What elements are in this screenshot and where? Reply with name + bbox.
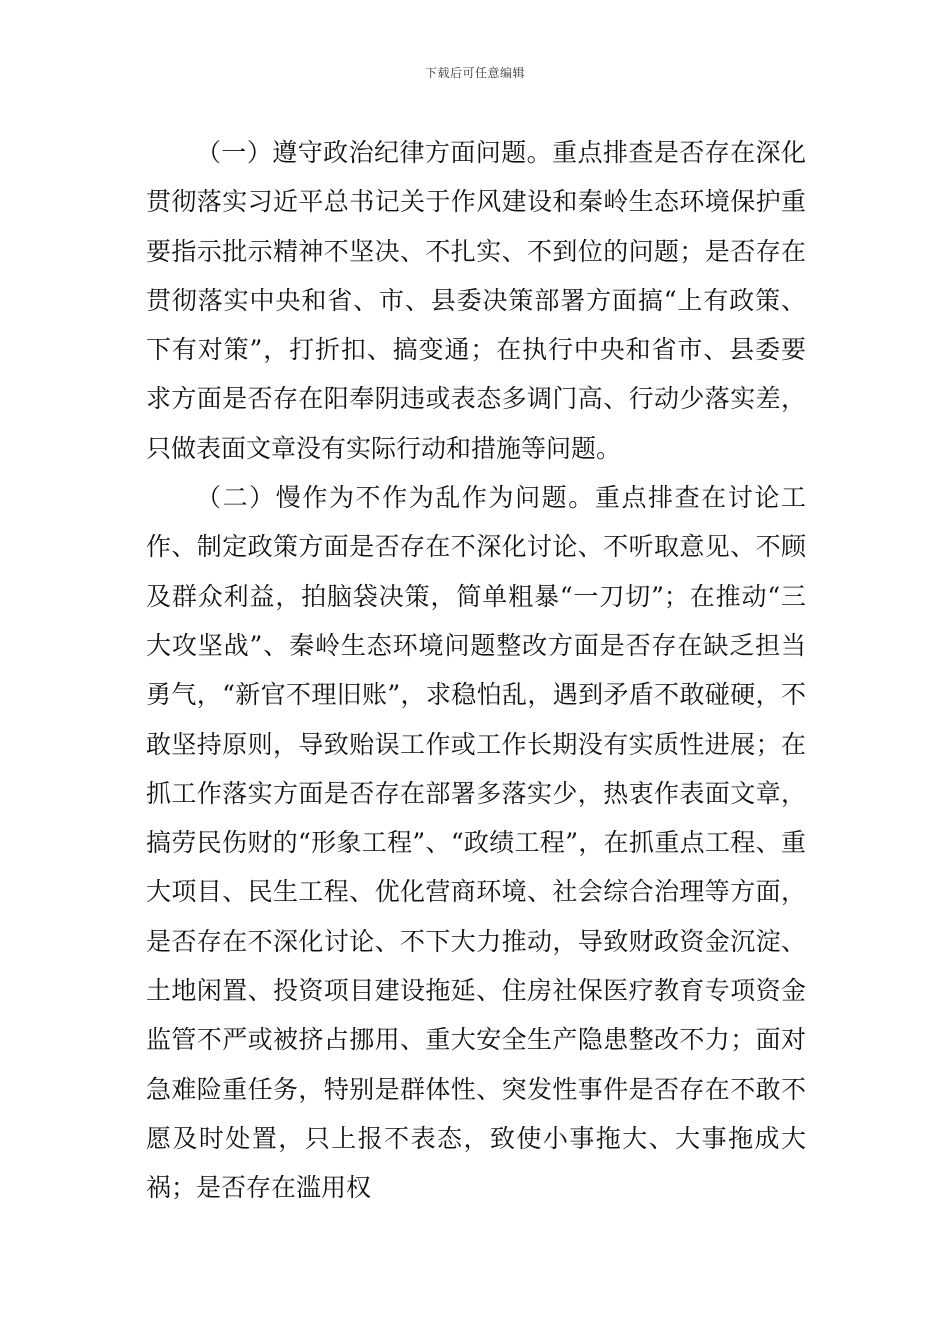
paragraph-inaction-issues: （二）慢作为不作为乱作为问题。重点排查在讨论工作、制定政策方面是否存在不深化讨论、不听取意见、不顾及群众利益，拍脑袋决策，简单粗暴“一刀切”；在推动“三大攻坚战”、秦岭生态环境问题整改方面是否存在缺乏担当勇气，“新官不理旧账”，求稳怕乱，遇到矛盾不敢碰硬，不敢坚持原则，导致贻误工作或工作长期没有实质性进展；在抓工作落实方面是否存在部署多落实少，热衷作表面文章，搞劳民伤财的“形象工程”、“政绩工程”，在抓重点工程、重大项目、民生工程、优化营商环境、社会综合治理等方面，是否存在不深化讨论、不下大力推动，导致财政资金沉淀、土地闲置、投资项目建设拖延、住房社保医疗教育专项资金监管不严或被挤占挪用、重大安全生产隐患整改不力；面对急难险重任务，特别是群体性、突发性事件是否存在不敢不愿及时处置，只上报不表态，致使小事拖大、大事拖成大祸；是否存在滥用权: [146, 483, 806, 1203]
page-header: 下载后可任意编辑: [424, 66, 525, 80]
paragraph-political-discipline: （一）遵守政治纪律方面问题。重点排查是否存在深化贯彻落实习近平总书记关于作风建设和秦岭生态环境保护重要指示批示精神不坚决、不扎实、不到位的问题；是否存在贯彻落实中央和省、市、县委决策部署方面搞“上有政策、下有对策”，打折扣、搞变通；在执行中央和省市、县委要求方面是否存在阳奉阴违或表态多调门高、行动少落实差，只做表面文章没有实际行动和措施等问题。: [146, 138, 806, 463]
document-body: [146, 128, 806, 1213]
